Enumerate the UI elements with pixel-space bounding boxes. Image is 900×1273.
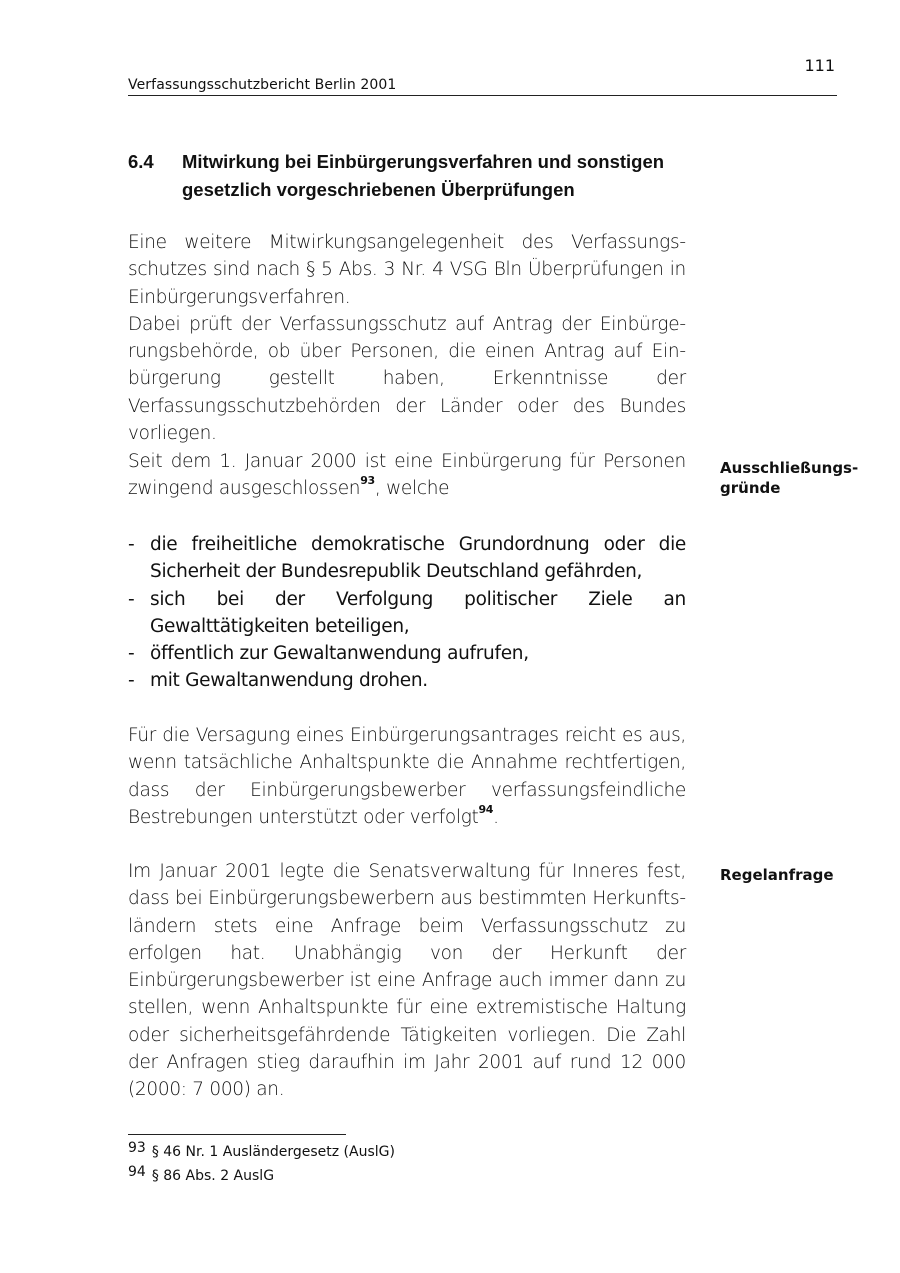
margin-note-standard-inquiry: Regelanfrage bbox=[720, 866, 834, 884]
paragraph-5 bbox=[128, 858, 686, 1104]
list-item: - mit Gewaltanwendung drohen. bbox=[128, 670, 428, 692]
paragraph-1: Eine weitere Mitwirkungsangelegenheit des Verfassungsschutzes sind nach § 5 Abs. 3 Nr. 4 VSG Bln Überprüfungen in Einbürgerungsverfahren. bbox=[128, 232, 686, 308]
list-item: - sich bei der Verfolgung politischer Ziele an Gewalttätigkeiten beteiligen, bbox=[128, 588, 686, 637]
margin-note-exclusion-grounds: Ausschließungs- gründe bbox=[720, 459, 859, 497]
running-header: Verfassungsschutzbericht Berlin 2001 bbox=[128, 77, 397, 93]
footnote-divider bbox=[128, 1134, 346, 1135]
footnote-93 bbox=[128, 1140, 395, 1160]
section-title-line2: gesetzlich vorgeschriebenen Überprüfungen bbox=[182, 179, 575, 200]
list-item: - die freiheitliche demokratische Grundordnung oder die Sicherheit der Bundesrepublik Deutschland gefährden, bbox=[128, 534, 686, 583]
list-item: - öffentlich zur Gewaltanwendung aufrufen, bbox=[128, 643, 529, 665]
page-number: 111 bbox=[804, 56, 835, 75]
paragraph-4-tail: . bbox=[493, 806, 499, 828]
paragraph-3-tail: , welche bbox=[374, 478, 450, 500]
footnote-text: § 46 Nr. 1 Ausländergesetz (AuslG) bbox=[151, 1144, 395, 1160]
footnote-ref-93[interactable]: 93 bbox=[360, 474, 375, 488]
footnote-text: § 86 Abs. 2 AuslG bbox=[151, 1168, 275, 1184]
section-title-line1: Mitwirkung bei Einbürgerungsverfahren und sonstigen bbox=[182, 151, 665, 172]
footnote-number: 93 bbox=[128, 1140, 146, 1156]
section-title bbox=[182, 148, 702, 204]
paragraph-3 bbox=[128, 448, 686, 503]
footnote-ref-94[interactable]: 94 bbox=[478, 802, 494, 816]
paragraph-4 bbox=[128, 722, 686, 831]
paragraph-5-text: Im Januar 2001 legte die Senatsverwaltung für Inneres fest, dass bei Einbürgerungsbewerbern aus bestimmten Herkunftsländern stets eine Anfrage beim Verfassungsschutz zu erfolgen hat. Unabhängig von der Herkunft der Einbürgerungsbewerber ist eine Anfrage auch immer dann zu stellen, wenn Anhaltspunkte für eine extremistische Haltung oder sicherheitsgefährdende Tätigkeiten vorliegen. Die Zahl der Anfragen stieg daraufhin im Jahr 2001 auf rund 12 000 (2000: 7 000) an. bbox=[128, 861, 686, 1101]
bullet-list bbox=[128, 531, 686, 695]
paragraph-intro bbox=[128, 229, 686, 447]
paragraph-4-text: Für die Versagung eines Einbürgerungsantrages reicht es aus, wenn tatsächliche Anhaltspunkte die Annahme rechtfertigen, dass der Einbürgerungsbewerber verfassungsfeindliche Bestrebungen unterstützt oder verfolgt bbox=[128, 725, 686, 828]
paragraph-3-text: Seit dem 1. Januar 2000 ist eine Einbürgerung für Personen zwingend ausgeschlossen bbox=[128, 451, 686, 500]
footnote-94 bbox=[128, 1164, 275, 1184]
header-divider bbox=[128, 95, 837, 96]
section-number: 6.4 bbox=[128, 151, 154, 172]
footnote-number: 94 bbox=[128, 1164, 146, 1180]
paragraph-2: Dabei prüft der Verfassungsschutz auf Antrag der Einbürgerungsbehörde, ob über Personen, die einen Antrag auf Einbürgerung gestellt haben, Erkenntnisse der Verfassungsschutzbehörden der Länder oder des Bundes vorliegen. bbox=[128, 313, 686, 445]
